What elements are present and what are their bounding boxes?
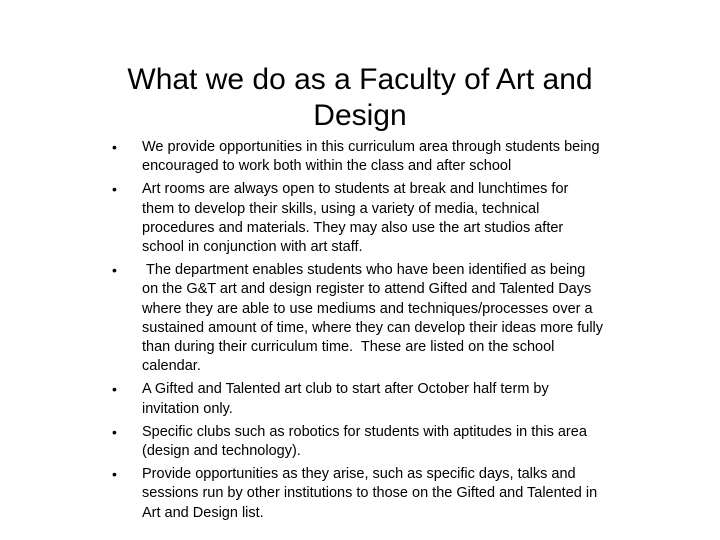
bullet-dot-icon: • <box>112 262 117 279</box>
bullet-item-4 <box>0 380 720 418</box>
bullet-text: The department enables students who have been identified as being on the G&T art and design register to attend Gifted and Talented Days where they are able to use mediums and techniques/processes over a sustained amount of time, where they can develop their ideas more fully than during their curriculum time. These are listed on the school calendar. <box>142 262 608 375</box>
bullet-dot-icon: • <box>112 139 117 155</box>
bullet-text: Art rooms are always open to students at break and lunchtimes for them to develop their skills, using a variety of media, technical procedures and materials. They may also use the art studios after school in conjunction with art staff. <box>142 181 573 256</box>
bullet-item-5 <box>0 423 720 461</box>
bullet-item-2 <box>0 180 720 257</box>
bullet-text: Provide opportunities as they arise, such as specific days, talks and sessions run by other institutions to those on the Gifted and Talented in Art and Design list. <box>142 466 601 521</box>
bullet-text: We provide opportunities in this curriculum area through students being encouraged to work both within the class and after school <box>142 139 604 175</box>
bullet-dot-icon: • <box>112 381 117 398</box>
bullet-text: Specific clubs such as robotics for students with aptitudes in this area (design and technology). <box>142 423 591 460</box>
bullet-item-6 <box>0 465 720 523</box>
bullet-item-1 <box>0 138 720 176</box>
bullet-dot-icon: • <box>112 423 117 440</box>
bullet-dot-icon: • <box>112 181 117 198</box>
bullet-text: A Gifted and Talented art club to start after October half term by invitation only. <box>142 381 553 417</box>
bullet-list <box>0 138 720 527</box>
slide-title: What we do as a Faculty of Art and Design <box>127 63 593 132</box>
bullet-dot-icon: • <box>112 466 117 483</box>
bullet-item-3 <box>0 261 720 376</box>
